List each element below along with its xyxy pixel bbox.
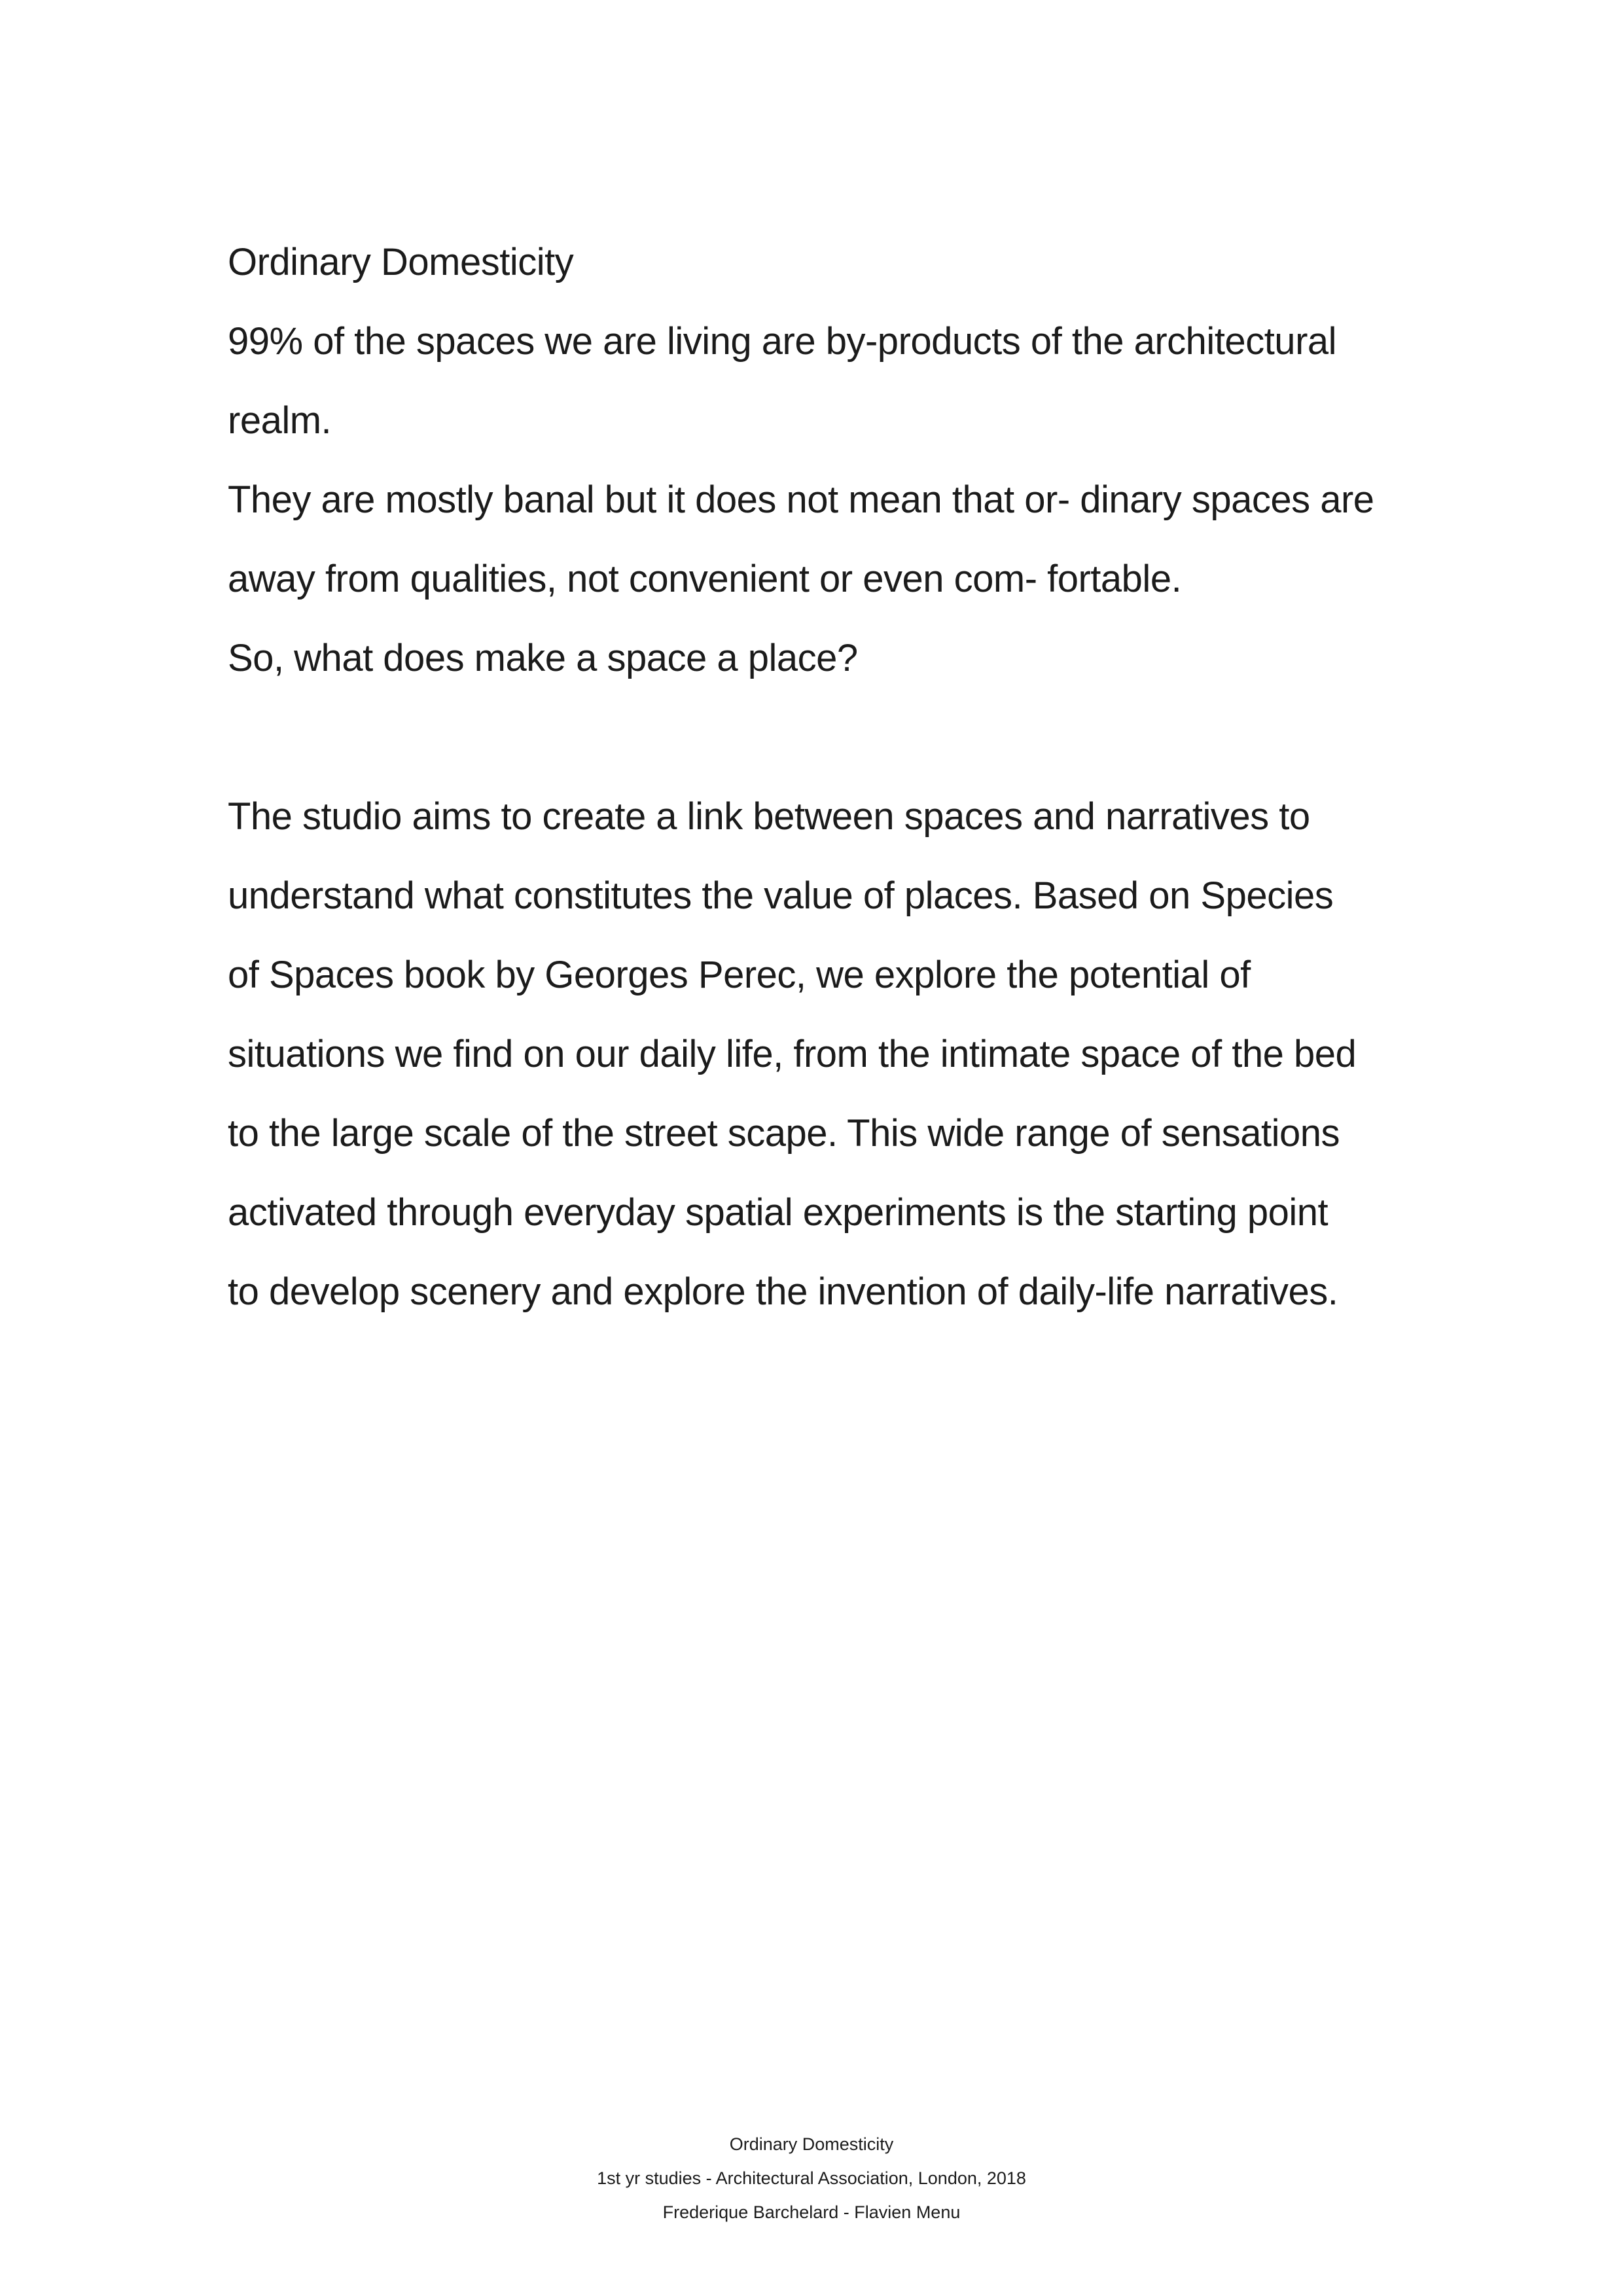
document-title: Ordinary Domesticity <box>228 241 574 283</box>
intro-line: They are mostly banal but it does not mean that or- dinary spaces are <box>228 478 1374 521</box>
main-text-block <box>228 223 1445 1331</box>
body-line: to develop scenery and explore the invention of daily-life narratives. <box>228 1270 1338 1313</box>
footer-authors: Frederique Barchelard - Flavien Menu <box>662 2202 961 2222</box>
body-line: situations we find on our daily life, from the intimate space of the bed <box>228 1033 1357 1075</box>
footer-course: 1st yr studies - Architectural Association, London, 2018 <box>597 2168 1026 2188</box>
footer-title: Ordinary Domesticity <box>729 2134 894 2154</box>
intro-line: away from qualities, not convenient or even com- fortable. <box>228 558 1182 600</box>
body-line: to the large scale of the street scape. This wide range of sensations <box>228 1112 1340 1155</box>
intro-line: 99% of the spaces we are living are by-products of the architectural <box>228 320 1337 363</box>
body-line: understand what constitutes the value of places. Based on Species <box>228 874 1334 917</box>
page-footer <box>0 2127 1623 2229</box>
intro-line: realm. <box>228 399 332 442</box>
paragraph-gap <box>228 698 1445 777</box>
body-line: The studio aims to create a link between spaces and narratives to <box>228 795 1310 838</box>
intro-line: So, what does make a space a place? <box>228 637 858 679</box>
body-line: of Spaces book by Georges Perec, we explore the potential of <box>228 954 1251 996</box>
body-line: activated through everyday spatial experiments is the starting point <box>228 1191 1329 1234</box>
